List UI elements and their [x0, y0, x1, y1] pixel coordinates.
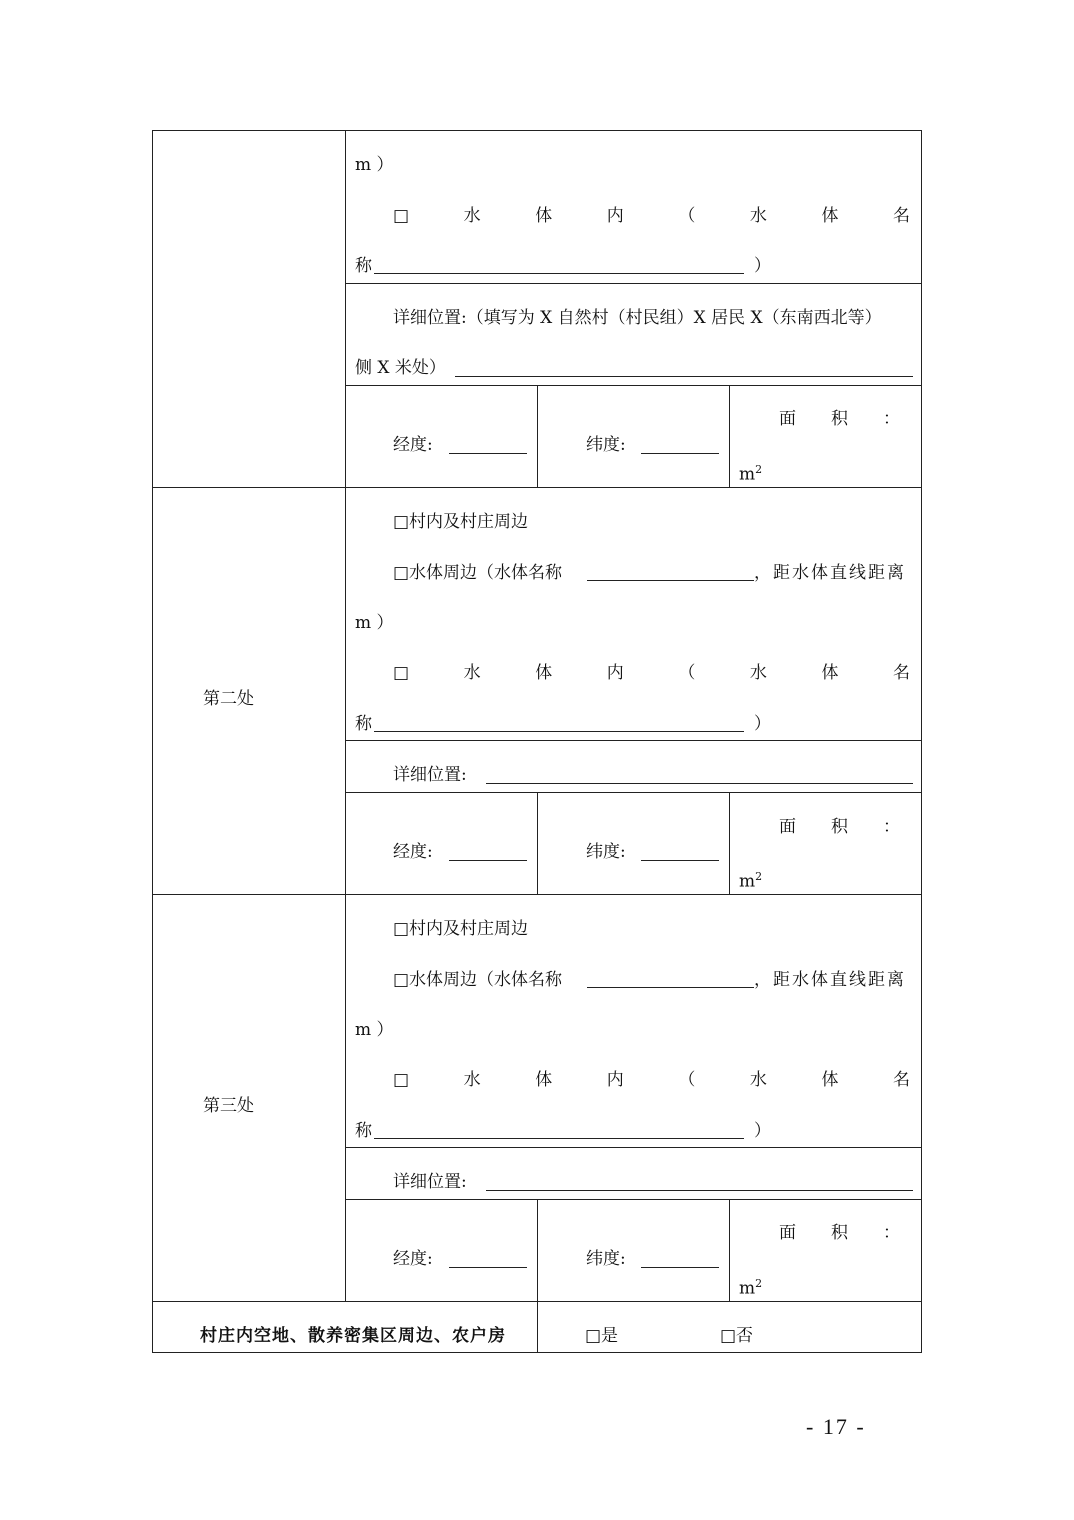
detail-location-label: 详细位置: [393, 1172, 467, 1192]
name-prefix: 称 [355, 1121, 372, 1141]
latitude-field[interactable] [641, 1267, 719, 1268]
cell-divider [345, 792, 922, 793]
word: 水 [749, 663, 767, 683]
water-name-field[interactable] [587, 580, 754, 581]
unit-m: m [739, 871, 756, 892]
distance-unit-text: m ） [355, 1020, 394, 1040]
in-water-option[interactable] [393, 663, 910, 683]
word: 水 [463, 1070, 481, 1090]
cell-divider [345, 1147, 922, 1148]
detail-location-label: 详细位置: [393, 765, 467, 785]
distance-unit-text: m ） [355, 613, 394, 633]
word: 水 [463, 206, 481, 226]
area-label [779, 1223, 900, 1243]
no-option[interactable]: □否 [720, 1326, 754, 1346]
unit-superscript: 2 [755, 463, 763, 476]
word: ： [883, 817, 900, 837]
cell-divider [537, 1301, 538, 1352]
longitude-field[interactable] [449, 860, 527, 861]
word: 名 [893, 663, 910, 683]
word: 名 [893, 1070, 910, 1090]
unit-m: m [739, 1278, 756, 1299]
latitude-label: 纬度: [586, 435, 626, 455]
water-name-field[interactable] [374, 1138, 744, 1139]
name-prefix: 称 [355, 256, 372, 276]
column-divider [345, 130, 346, 1302]
distance-label: ，距水体直线距离 [754, 970, 906, 990]
area-label [779, 817, 900, 837]
longitude-field[interactable] [449, 1267, 527, 1268]
word: 体 [535, 1070, 553, 1090]
in-water-option[interactable] [393, 1070, 910, 1090]
word: 积 [831, 1223, 848, 1243]
word: 积 [831, 817, 848, 837]
word: 内 [606, 663, 624, 683]
cell-divider [729, 1199, 730, 1301]
close-paren: ） [754, 1121, 771, 1141]
word: 体 [821, 1070, 839, 1090]
area-unit [739, 867, 762, 892]
close-paren: ） [754, 714, 771, 734]
word: 体 [535, 663, 553, 683]
word: 面 [779, 1223, 796, 1243]
bottom-row-label: 村庄内空地、散养密集区周边、农户房 [200, 1326, 506, 1346]
cell-divider [345, 385, 922, 386]
unit-m: m [739, 464, 756, 485]
word: 水 [749, 206, 767, 226]
word: 体 [821, 663, 839, 683]
table-border-top [152, 130, 922, 131]
word: （ [678, 663, 696, 683]
detail-location-field[interactable] [486, 1190, 913, 1191]
unit-superscript: 2 [755, 1277, 763, 1290]
area-unit [739, 460, 762, 485]
latitude-label: 纬度: [586, 1249, 626, 1269]
name-prefix: 称 [355, 714, 372, 734]
detail-location-field[interactable] [486, 783, 913, 784]
word: 内 [606, 1070, 624, 1090]
latitude-field[interactable] [641, 453, 719, 454]
water-name-field[interactable] [587, 987, 754, 988]
cell-divider [729, 385, 730, 487]
word: （ [678, 1070, 696, 1090]
water-name-field[interactable] [374, 273, 744, 274]
longitude-label: 经度: [393, 1249, 433, 1269]
page-number: - 17 - [806, 1414, 866, 1439]
word: 名 [893, 206, 910, 226]
checkbox-icon[interactable]: □ [393, 206, 410, 226]
cell-divider [345, 283, 922, 284]
word: ： [883, 1223, 900, 1243]
word: 面 [779, 409, 796, 429]
row-divider [152, 487, 922, 488]
latitude-label: 纬度: [586, 842, 626, 862]
cell-divider [537, 385, 538, 487]
longitude-label: 经度: [393, 435, 433, 455]
yes-option[interactable]: □是 [585, 1326, 619, 1346]
in-water-option[interactable] [393, 206, 910, 226]
word: 水 [463, 663, 481, 683]
detail-location-label: 详细位置:（填写为 X 自然村（村民组）X 居民 X（东南西北等） [393, 308, 882, 328]
detail-location-field[interactable] [455, 376, 913, 377]
section-label: 第二处 [203, 689, 254, 709]
area-unit [739, 1274, 762, 1299]
detail-location-label-cont: 侧 X 米处） [355, 358, 446, 378]
word: 面 [779, 817, 796, 837]
cell-divider [537, 1199, 538, 1301]
distance-label: ，距水体直线距离 [754, 563, 906, 583]
word: 水 [749, 1070, 767, 1090]
checkbox-icon[interactable]: □ [393, 663, 410, 683]
cell-divider [345, 1199, 922, 1200]
area-label [779, 409, 900, 429]
village-option[interactable]: □村内及村庄周边 [393, 919, 529, 939]
word: 积 [831, 409, 848, 429]
cell-divider [729, 792, 730, 894]
cell-divider [537, 792, 538, 894]
word: 体 [821, 206, 839, 226]
table-border-left [152, 130, 153, 1353]
checkbox-icon[interactable]: □ [393, 1070, 410, 1090]
longitude-field[interactable] [449, 453, 527, 454]
table-border-right [921, 130, 922, 1353]
section-label: 第三处 [203, 1096, 254, 1116]
cell-divider [345, 740, 922, 741]
table-border-bottom [152, 1352, 922, 1353]
unit-superscript: 2 [755, 870, 763, 883]
close-paren: ） [754, 256, 771, 276]
longitude-label: 经度: [393, 842, 433, 862]
water-name-field[interactable] [374, 731, 744, 732]
word: 体 [535, 206, 553, 226]
distance-unit-text: m ） [355, 155, 394, 175]
water-near-option[interactable]: □水体周边（水体名称 [393, 563, 563, 583]
row-divider [152, 894, 922, 895]
latitude-field[interactable] [641, 860, 719, 861]
village-option[interactable]: □村内及村庄周边 [393, 512, 529, 532]
word: ： [883, 409, 900, 429]
word: 内 [606, 206, 624, 226]
water-near-option[interactable]: □水体周边（水体名称 [393, 970, 563, 990]
word: （ [678, 206, 696, 226]
